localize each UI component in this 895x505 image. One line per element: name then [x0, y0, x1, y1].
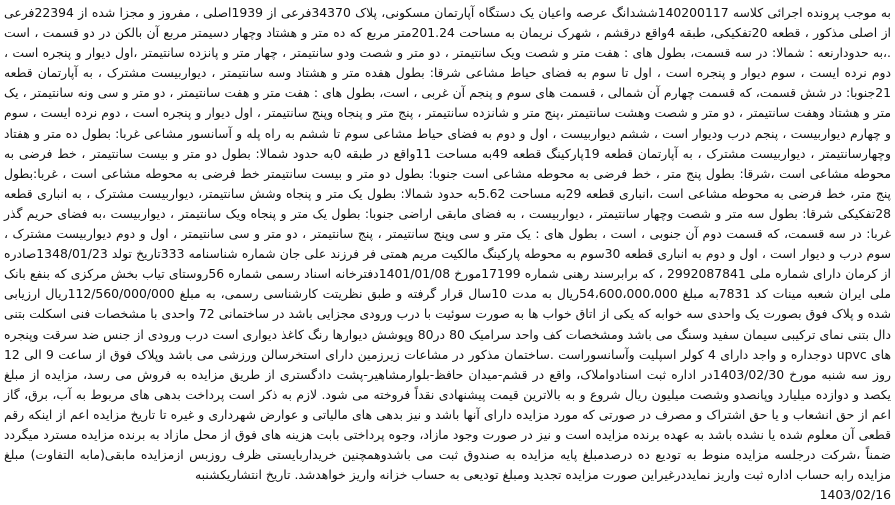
publication-date: 1403/02/16	[819, 487, 891, 503]
auction-notice-body: به موجب پرونده اجرائی کلاسه 140200117ششدانگ عرصه واعیان یک دستگاه آپارتمان مسکونی، پلاک 34370فرعی از 1939اصلی ، مفروز و مجزا شده از 22394فرعی از اصلی مذکور ، قطعه 20تفکیکی، طبقه 4واقع درقشم ، شهرک نریمان به مساحت 201.24متر مربع که ده متر و هشتاد وچهار دسیمتر مربع آن بالکن در دو قسمت ، است .،به حدودارنعه : شمالا: در سه قسمت، بطول های : هفت متر و شصت ویک سانتیمتر ، دو متر و شصت ودو سانتیمتر ، چهار متر و پانزده سانتیمتر ،اول دیوار و پنجره است ، دوم نرده ایست ، سوم دیوار و پنجره است ، اول تا سوم به فضای حیاط مشاعی شرقا: بطول هفده متر و هشتاد وسه سانتیمتر ، دیواربیست مشترک ، به آپارتمان قطعه 21جنوبا: در شش قسمت، که قسمت چهارم آن شمالی ، قسمت های سوم و پنجم آن غربی ، است، بطول های : هفت متر و هفت سانتیمتر ، دو متر و سی ونه سانتیمتر ، یک متر و هشتاد وهفت سانتیمتر ، دو متر و شصت وهشت سانتیمتر ،پنج متر و شانزده سانتیمتر ، پنج متر و پنجاه وپنج سانتیمتر ، اول دیوار و پنجره است ، دوم نرده ایست ، سوم و چهارم دیواربیست ، پنجم درب ودیوار است ، ششم دیواربیست ، اول و دوم به فضای حیاط مشاعی سوم تا ششم به راه پله و آسانسور مشاعی غربا: بطول ده متر و هفتاد وچهارسانتیمتر ، دیواربیست مشترک ، به آپارتمان قطعه 19پارکینگ قطعه 49به مساحت 11واقع در طبقه 0به حدود شمالا: بطول دو متر و بیست سانتیمتر ، خط فرضی به محوطه مشاعی است ،شرقا: بطول پنج متر ، خط فرضی به محوطه مشاعی است جنوبا: بطول دو متر و بیست سانتیمتر خط فرضی به محوطه مشاعی است ، غربا:بطول پنج متر، خط فرضی به محوطه مشاعی است ،انباری قطعه 29به مساحت 5.62به حدود شمالا: بطول یک متر و پنجاه وشش سانتیمتر، دیواربیست مشترک ، به انباری قطعه 28تفکیکی شرقا: بطول سه متر و شصت وچهار سانتیمتر ، دیواربیست ، به فضای مابقی اراضی جنوبا: بطول یک متر و پنجاه ویک سانتیمتر ، دیواربیست ،به فضای حریم گذر غربا: در سه قسمت، که قسمت دوم آن جنوبی ، است ، بطول های : یک متر و سی وپنج سانتیمتر ، پنج سانتیمتر ، دو متر و سی سانتیمتر ، اول و دوم دیواربیست مشترک ، سوم درب و دیوار است ، اول و دوم به انباری قطعه 30سوم به محوطه پارکینگ مالکیت مریم همتی فر فرزند علی جان شماره شناسنامه 333تاریخ تولد 1348/01/23صادره از کرمان دارای شماره ملی 2992087841 ، که برابرسند رهنی شماره 17199مورخ 1401/01/08دفترخانه اسناد رسمی شماره 56روستای تیاب بخش مرکزی که بنفع بانک ملی ایران شعبه مینات کد 7831به مبلغ 54،600،000،000ریال به مدت 10سال قرار گرفته و طبق نظریتت کارشناسی رسمی، به مبلغ 112/560/000/000ریال ارزیابی شده و پلاک فوق بصورت یک واحدی سه خوابه که یکی از اتاق خواب ها به صورت سوئیت با درب ورودی مجزایی باشد در ساختمانی 72 واحدی با مشخصات فنی اسکلت بتنی دال بتنی نمای ترکیبی سیمان سفید وسنگ می باشد ومشخصات کف واحد سرامیک 80 در80 وپوشش دیوارها رنگ کاغذ دیواری است درب ورودی از جنس ضد سرقت وپنجره های upvc دوجداره و واجد دارای 4 کولر اسپلیت وآسانسوراست .ساختمان مذکور در مشاعات زیرزمین دارای استخرسالن ورزشی می باشد وپلاک فوق از ساعت 9 الی 12 روز سه شنبه مورخ 1403/02/30در اداره ثبت اسنادواملاک، واقع در قشم-میدان حافظ-بلوارمشاهیر-پشت دادگستری از طریق مزایده به فروش می رسد، مزایده از مبلغ یکصد و دوازده میلیارد وپانصدو وشصت میلیون ریال شروع و به بالاترین قیمت پیشنهادی نقداً فروخته می شود. لازم به ذکر است پرداخت بدهی های مربوط به آب، برق، گاز اعم از حق انشعاب و یا حق اشتراک و مصرف در صورتی که مورد مزایده دارای آنها باشد و نیز بدهی های مالیاتی و عوارض شهرداری و غیره تا تاریخ مزایده اعم از اینکه رقم قطعی آن معلوم شده یا نشده باشد به عهده برنده مزایده است و نیز در صورت وجود مازاد، وجوه پرداختی بابت هزینه های فوق از محل مازاد به برنده مزایده مسترد میگردد ضمناً ،شرکت درجلسه مزایده منوط به تودیع ده درصدمبلغ پایه مزایده به صندوق ثبت می باشدوهمچنین خریداربایستی ظرف روزبس ازمزایده مابقی(مابه التفاوت) مبلغ مزایده رابه حساب اداره ثبت واریز نمایددرغیراین صورت مزایده تجدید ومبلغ تودیعی به حساب خزانه واریز خواهدشد. تاریخ انتشاریکشنبه	[4, 5, 892, 483]
